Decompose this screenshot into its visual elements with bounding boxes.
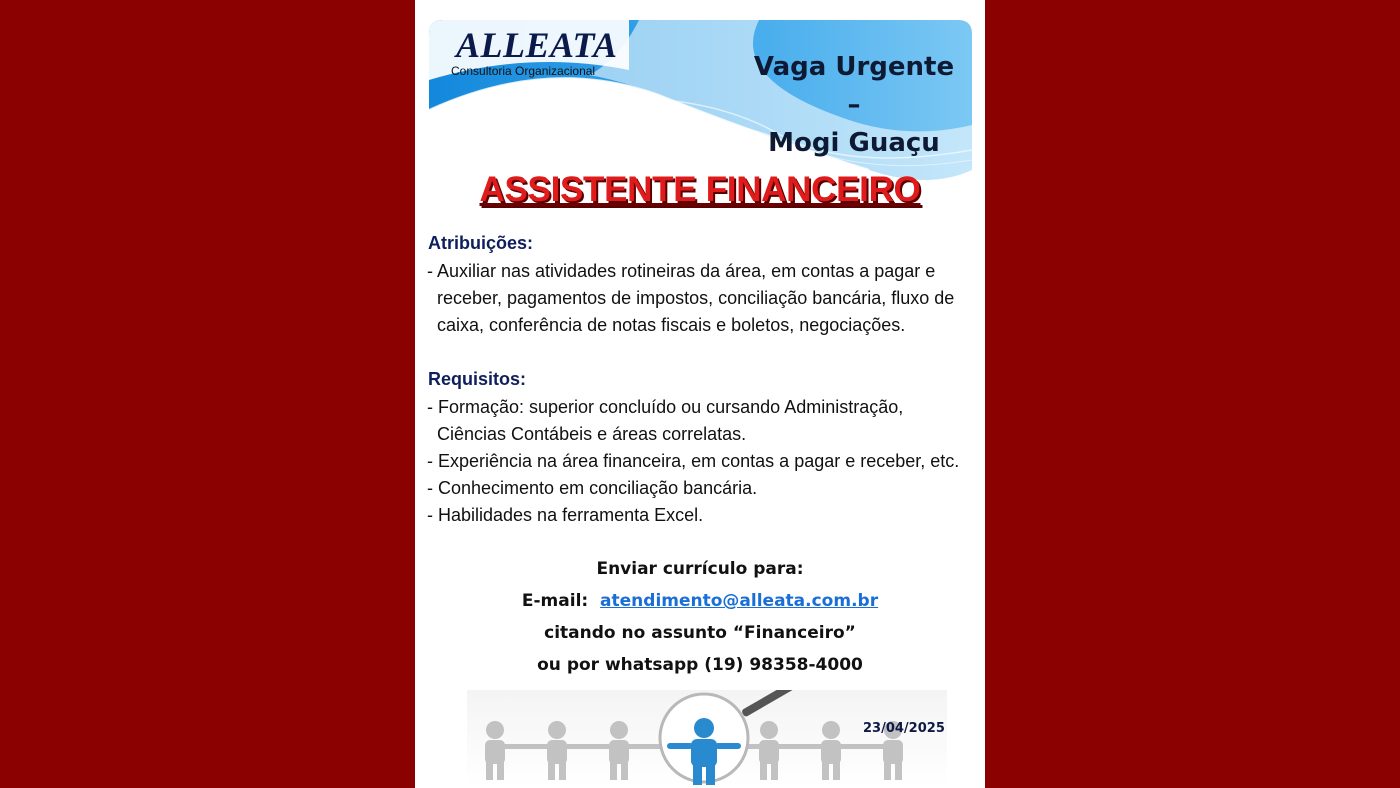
people-chain-icon: [467, 690, 947, 788]
headline: [749, 48, 959, 162]
headline-line-2: Mogi Guaçu: [768, 128, 940, 158]
subject-instruction: citando no assunto “Financeiro”: [544, 623, 856, 643]
requisitos-line: - Habilidades na ferramenta Excel.: [427, 505, 704, 525]
email-label: E-mail:: [521, 591, 589, 611]
job-title: ASSISTENTE FINANCEIRO: [479, 170, 921, 209]
requisitos-line: - Formação: superior concluído ou cursando Administração,: [427, 397, 904, 417]
send-cv-label: Enviar currículo para:: [596, 559, 804, 579]
flyer-header: [429, 20, 972, 180]
brand-subtitle: Consultoria Organizacional: [451, 64, 596, 78]
email-line: [415, 591, 985, 611]
requisitos-line: - Conhecimento em conciliação bancária.: [427, 478, 758, 498]
headline-line-1: Vaga Urgente –: [753, 52, 955, 120]
email-link[interactable]: atendimento@alleata.com.br: [600, 591, 879, 611]
atribuicoes-line: - Auxiliar nas atividades rotineiras da área, em contas a pagar e: [427, 261, 936, 281]
requisitos-line: - Experiência na área financeira, em contas a pagar e receber, etc.: [427, 451, 960, 471]
job-flyer: [415, 0, 985, 788]
brand-name: ALLEATA: [456, 25, 618, 65]
atribuicoes-line: receber, pagamentos de impostos, conciliação bancária, fluxo de: [437, 288, 955, 308]
atribuicoes-heading: Atribuições:: [428, 233, 534, 253]
whatsapp-line: ou por whatsapp (19) 98358-4000: [537, 655, 863, 675]
requisitos-heading: Requisitos:: [428, 369, 527, 389]
post-date: 23/04/2025: [863, 721, 945, 736]
atribuicoes-line: caixa, conferência de notas fiscais e boletos, negociações.: [437, 315, 906, 335]
requisitos-line: Ciências Contábeis e áreas correlatas.: [437, 424, 747, 444]
